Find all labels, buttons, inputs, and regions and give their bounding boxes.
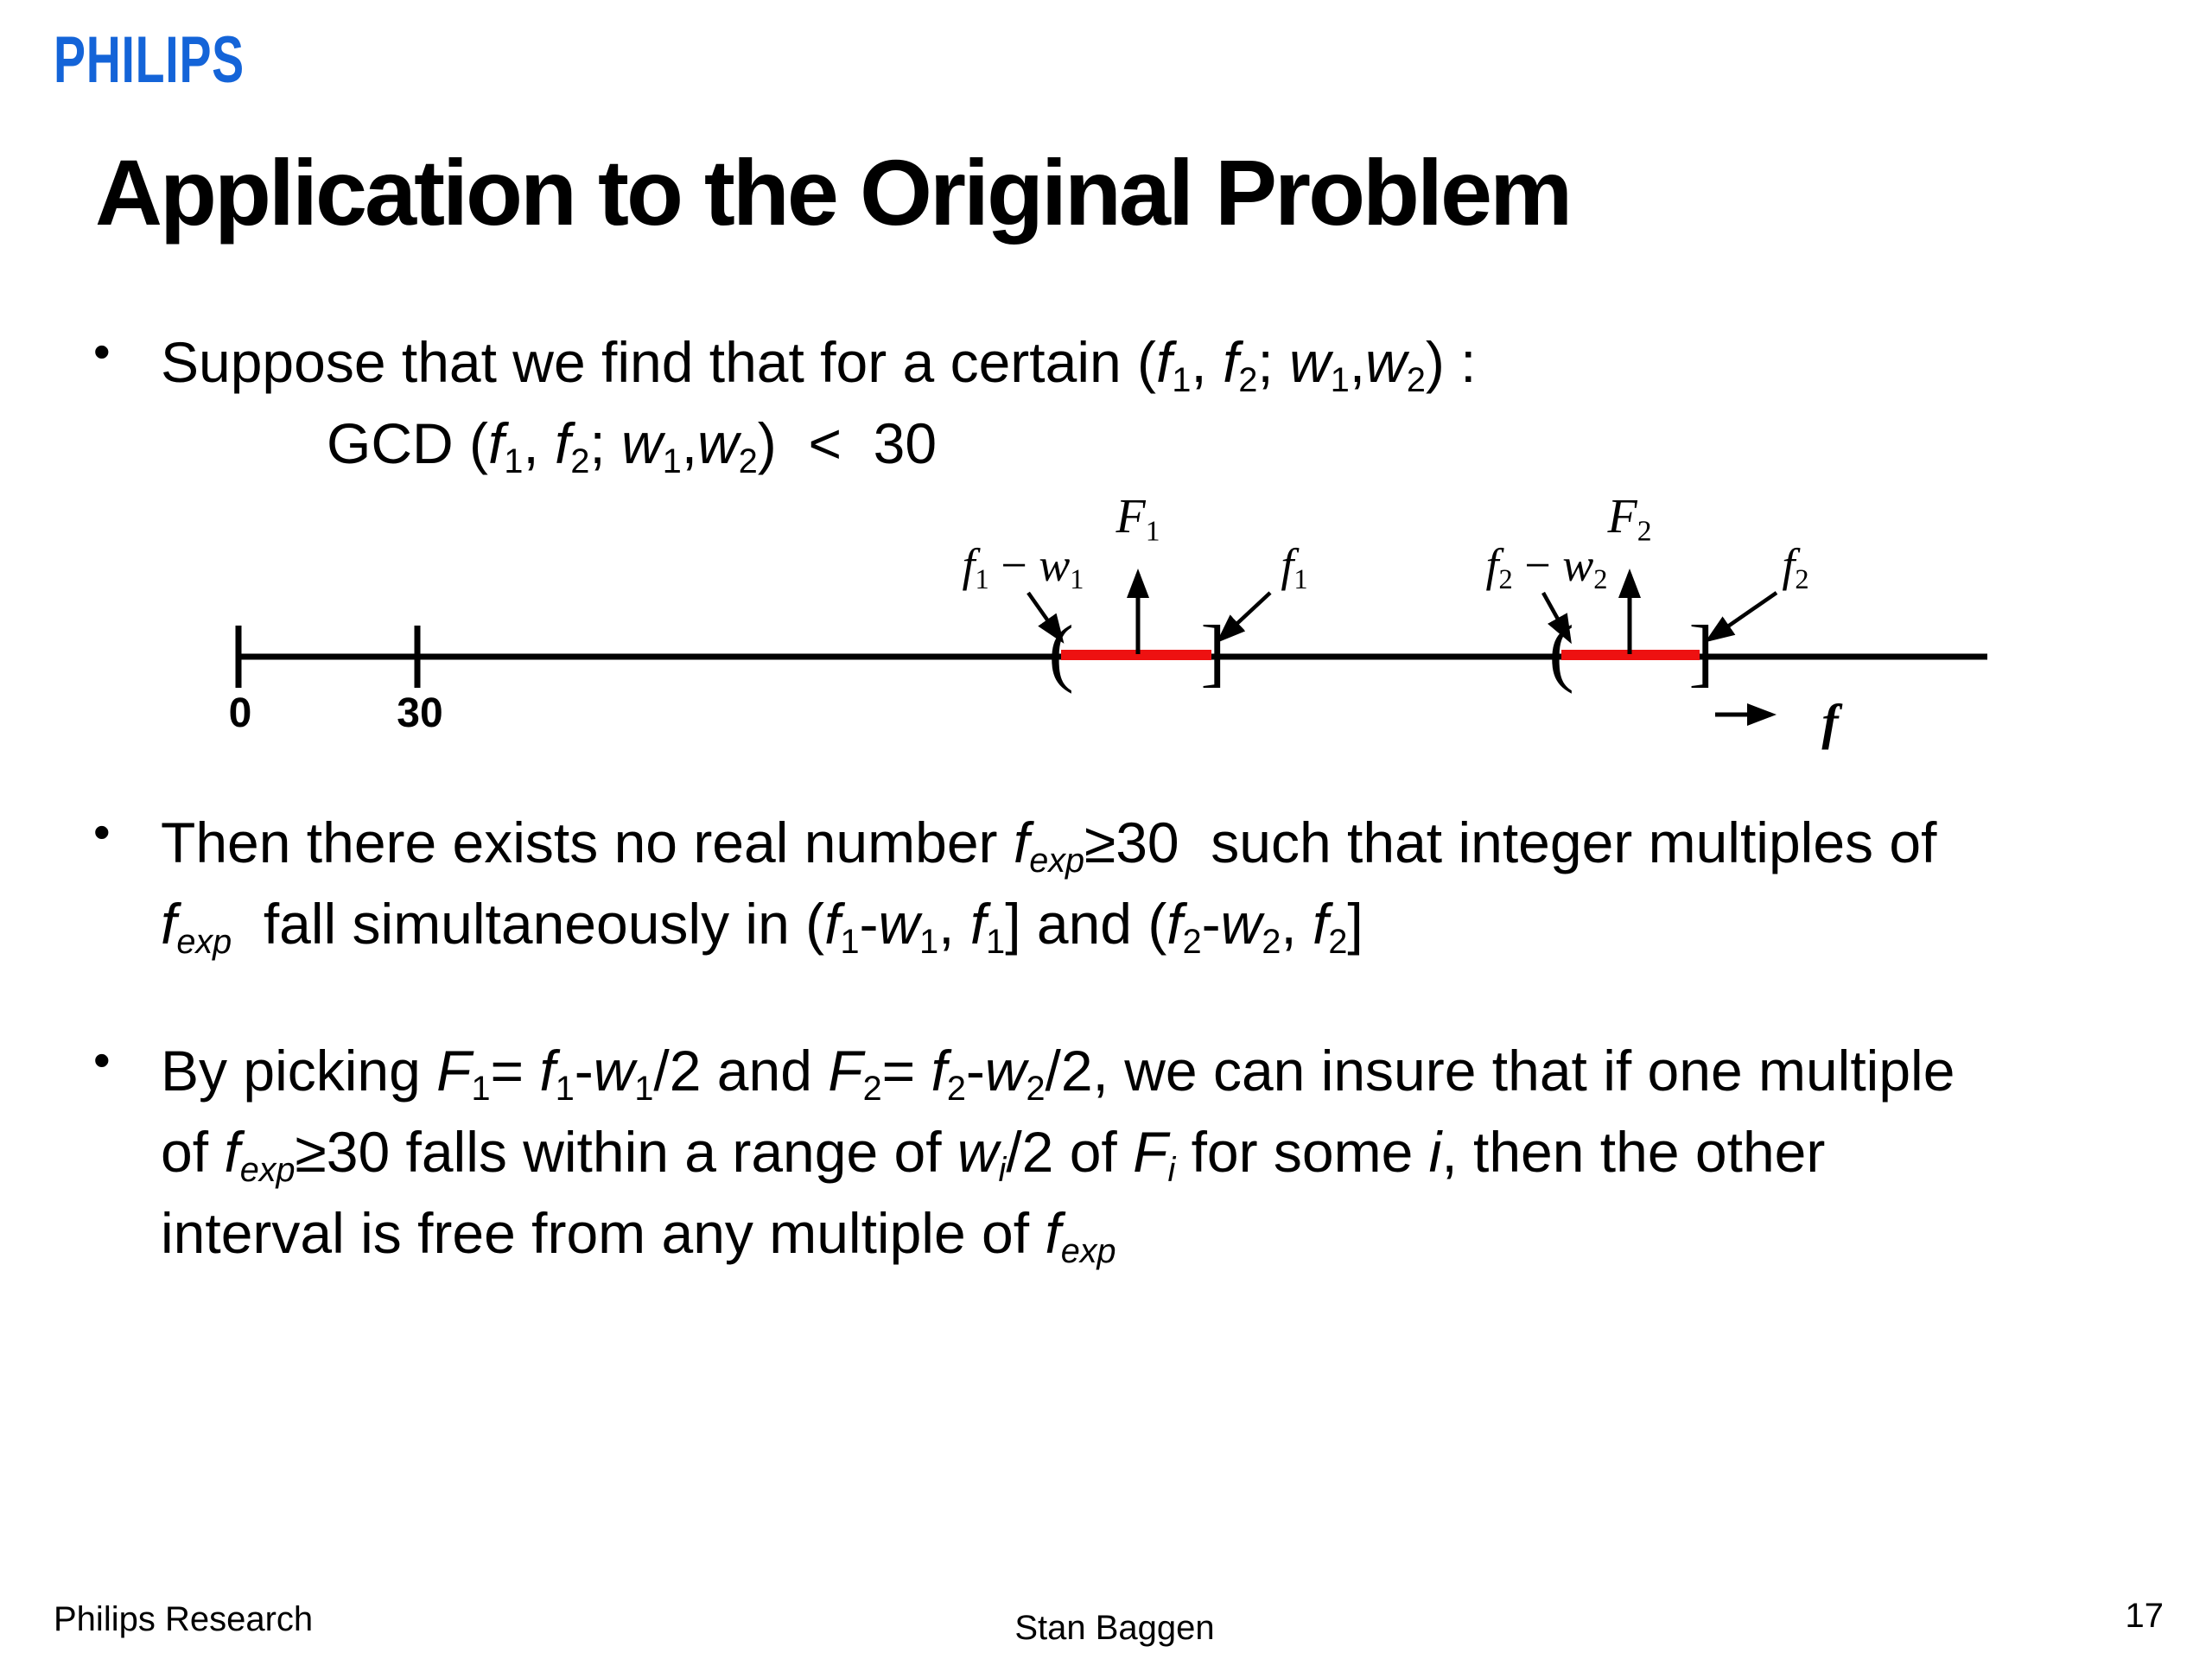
tick-label-0: 0 bbox=[228, 690, 252, 736]
interval-2-open-paren: ( bbox=[1548, 610, 1574, 695]
philips-logo: PHILIPS bbox=[54, 23, 245, 97]
f1-pointer-arrow bbox=[1220, 593, 1270, 639]
bullet-3-line-1: By picking F1= f1-w1/2 and F2= f2-w2/2, we can insure that if one multiple bbox=[161, 1039, 1955, 1109]
bullet-1-line-1: Suppose that we find that for a certain (f1, f2; w1,w2) : bbox=[161, 330, 1477, 400]
f2-minus-w2-label: f2 − w2 bbox=[1485, 539, 1608, 596]
F1-label: F1 bbox=[1116, 490, 1160, 548]
f2-label: f2 bbox=[1782, 539, 1809, 596]
f-axis-label: f bbox=[1821, 694, 1839, 750]
footer-author: Stan Baggen bbox=[1014, 1609, 1215, 1647]
bullet-3 bbox=[93, 1030, 2184, 1274]
interval-1-close-bracket: ] bbox=[1200, 610, 1226, 695]
bullet-3-line-2: of fexp≥30 falls within a range of wi/2 of Fi for some i, then the other bbox=[161, 1120, 1826, 1190]
bullet-2-line-2: fexp fall simultaneously in (f1-w1, f1] and (f2-w2, f2] bbox=[161, 892, 1363, 962]
page-title: Application to the Original Problem bbox=[95, 140, 1571, 245]
bullet-1 bbox=[93, 321, 2184, 484]
bullet-2-text bbox=[161, 802, 2184, 964]
footer-organization: Philips Research bbox=[54, 1600, 314, 1638]
f1-label: f1 bbox=[1281, 539, 1308, 596]
bullet-3-dot: • bbox=[93, 1033, 111, 1087]
interval-2-close-bracket: ] bbox=[1688, 610, 1714, 695]
diagram-canvas bbox=[0, 484, 2212, 778]
bullet-2-line-1: Then there exists no real number fexp≥30 such that integer multiples of bbox=[161, 810, 1937, 880]
bullet-2-dot: • bbox=[93, 804, 111, 859]
frequency-axis-diagram bbox=[0, 484, 2212, 778]
bullet-1-text bbox=[161, 321, 2184, 484]
F2-label: F2 bbox=[1607, 490, 1652, 548]
f1-minus-w1-label: f1 − w1 bbox=[962, 539, 1084, 596]
bullet-1-dot: • bbox=[93, 324, 111, 378]
footer-page-number: 17 bbox=[2125, 1597, 2164, 1635]
bullet-2 bbox=[93, 802, 2184, 964]
bullet-3-line-3: interval is free from any multiple of fexp bbox=[161, 1201, 1116, 1271]
tick-label-30: 30 bbox=[397, 690, 443, 736]
f2-pointer-arrow bbox=[1709, 593, 1777, 639]
interval-1-open-paren: ( bbox=[1048, 610, 1074, 695]
bullet-3-text bbox=[161, 1030, 2184, 1274]
bullet-1-line-2-gcd: GCD (f1, f2; w1,w2) < 30 bbox=[327, 411, 938, 481]
